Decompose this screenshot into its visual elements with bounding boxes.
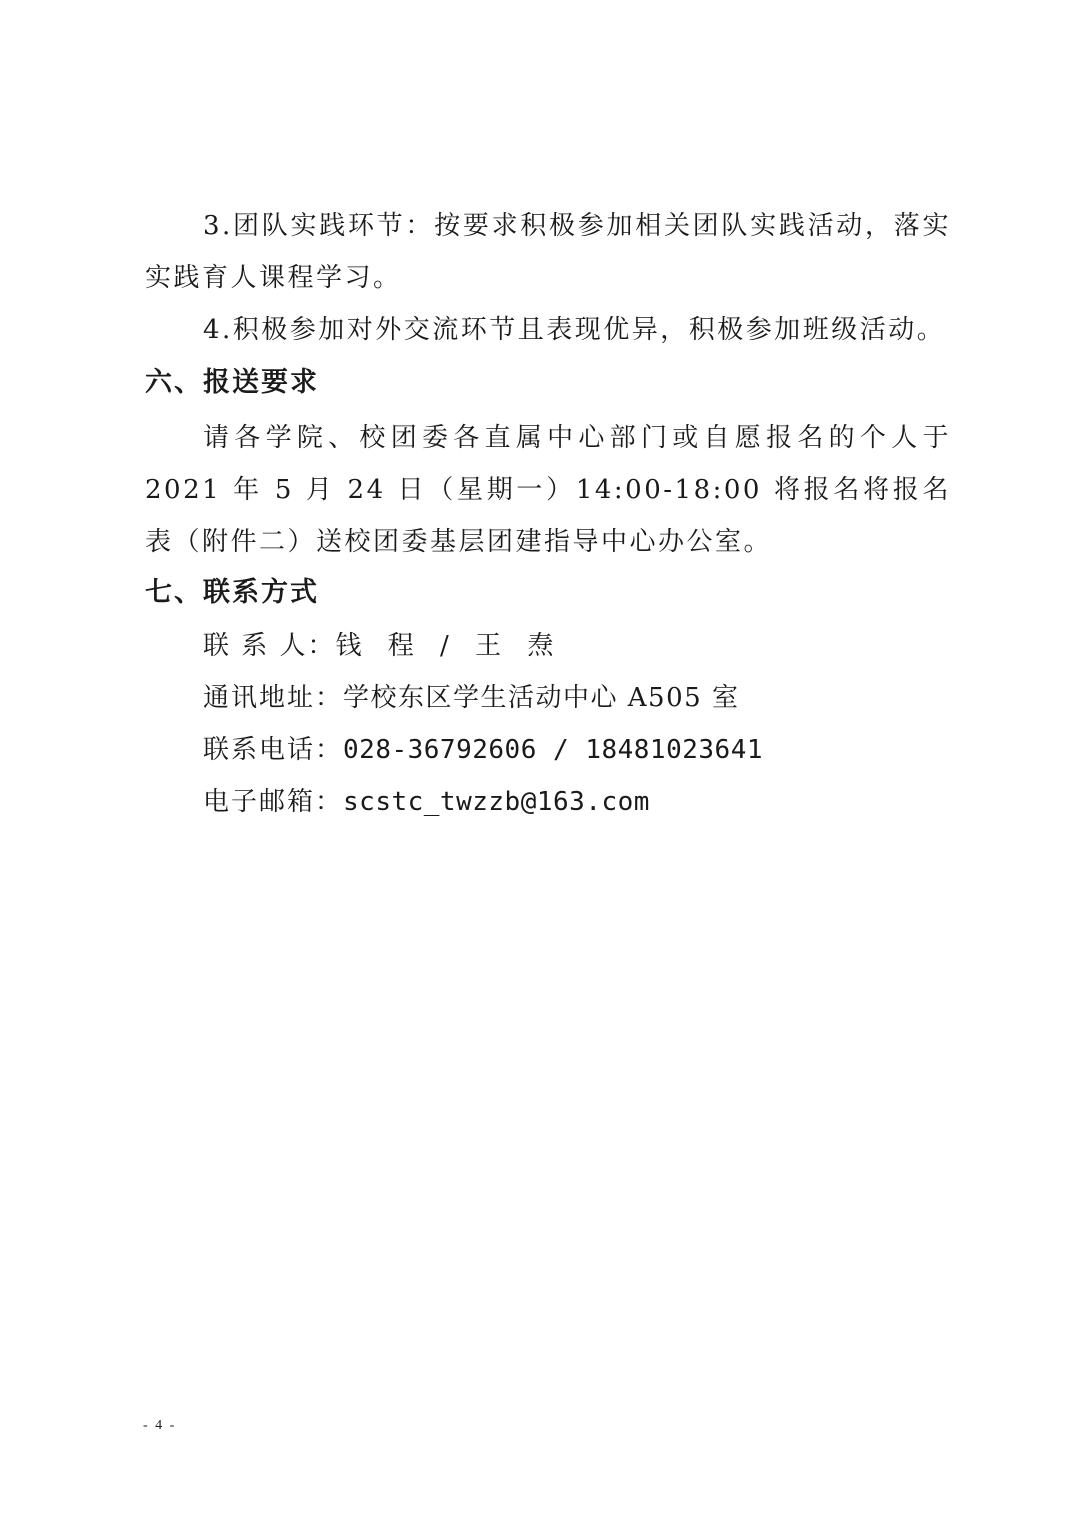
phone-label: 联系电话： [203,735,344,765]
email-label: 电子邮箱： [203,787,344,817]
practice-item-3: 3.团队实践环节：按要求积极参加相关团队实践活动，落实实践育人课程学习。 [145,211,951,293]
page-number: - 4 - [143,1418,177,1433]
submission-paragraph: 请各学院、校团委各直属中心部门或自愿报名的个人于 2021 年 5 月 24 日（星期一）14:00-18:00 将报名将报名表（附件二）送校团委基层团建指导中心办公室。 [145,423,951,557]
email-row [203,776,650,828]
phone-value: 028-36792606 / 18481023641 [343,735,764,765]
email-value: scstc_twzzb@163.com [343,787,650,817]
section-6-heading: 六、报送要求 [145,367,319,398]
contact-person-value: 钱 程 / 王 焘 [335,631,563,661]
practice-item-4: 4.积极参加对外交流环节且表现优异，积极参加班级活动。 [203,315,946,345]
address-row [203,672,739,724]
address-label: 通讯地址： [203,683,344,713]
address-value: 学校东区学生活动中心 A505 室 [343,683,740,713]
phone-row [203,724,763,776]
contact-person-row [203,620,562,672]
section-7-heading: 七、联系方式 [145,577,319,608]
contact-person-label: 联 系 人： [203,631,336,661]
